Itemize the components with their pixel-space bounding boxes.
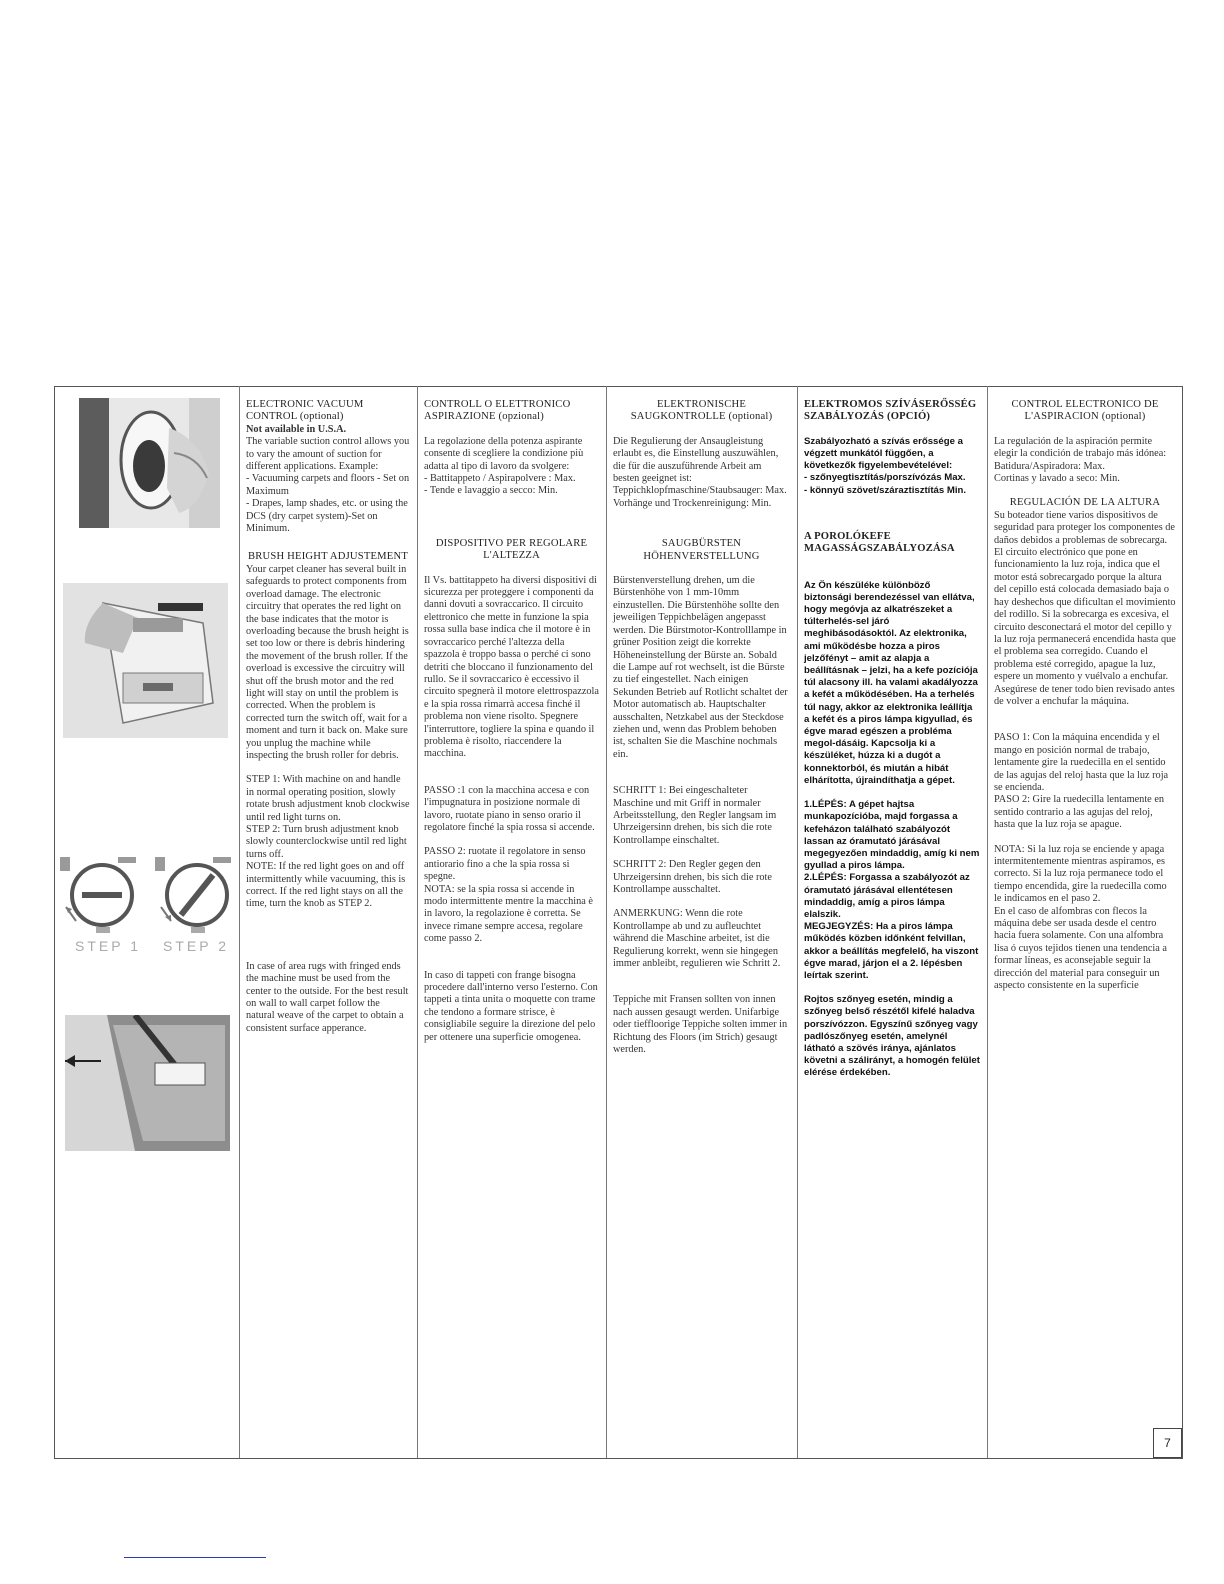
- de-vacuum-item-min: Vorhänge und Trockenreinigung: Min.: [613, 497, 772, 509]
- hungarian-column: [797, 386, 987, 1458]
- en-rugs-text: In case of area rugs with fringed ends the machine must be used from the center to the outside. For the best result on wall to wall carpet follow the natural weave of the carpet to obtain a consistent surface apperance.: [246, 960, 409, 1034]
- it-rugs-text: In caso di tappeti con frange bisogna procedere dall'interno verso l'esterno. Con tappeti a tinta unita o moquette con trame che tendono a formare strisce, è consigliabile seguire la direzione del pelo per ottenere una superficie omogenea.: [424, 969, 598, 1043]
- step-2-dial-icon: [155, 851, 237, 933]
- de-rugs-text: Teppiche mit Fransen sollten von innen nach aussen gesaugt werden. Unifarbige oder tieffloorige Teppiche solten immer in Richtung des Floors (im Strich) gesaugt werden.: [613, 994, 788, 1056]
- hu-vacuum-item-min: - könnyű szövet/száraztisztítás Min.: [804, 484, 967, 496]
- de-vacuum-control-text: Die Regulierung der Ansaugleistung erlaubt es, die Einstellung auszuwählen, die für die auszuführende Arbeit am besten geeignet ist:: [613, 435, 779, 485]
- hu-brush-height-text: Az Ön készüléke különböző biztonsági berendezéssel van ellátva, hogy megóvja az alkatrészeket a túlterhelés-sel járó meghibásodásoktól. Az elektronika, ami működésbe hozza a piros jelzőfényt – amit az alapja a beállításnak – jelzi, ha a kefe pozíciója túl alacsony ill. ha valami akadályozza a kefét a működésében. Ha a terhelés túl nagy, akkor az elektronika leállítja a kefét és a piros lámpa kigyullad, és égve marad egészen a probléma megol-dásáig. Kapcsolja ki a készüléket, húzza ki a dugót a konnektorból, és miután a hibát elhárította, újraindíthatja a gépet.: [804, 579, 978, 786]
- es-vacuum-item-max: Batidura/Aspiradora: Max.: [994, 460, 1105, 472]
- de-step-1: SCHRITT 1: Bei eingeschalteter Maschine und mit Griff in normaler Arbeitsstellung, den Regler langsam im Uhrzeigersinn drehen, bis sich die rote Kontrollampe einschaltet.: [613, 785, 777, 846]
- it-brush-height-text: Il Vs. battitappeto ha diversi dispositivi di sicurezza per proteggere i componenti da danni dovuti a sovraccarico. Il circuito elettronico che mette in funzione la spia rossa sulla base indica che il motore è in sovraccarico perché l'altezza della spazzola è troppo bassa o perché ci sono detriti che bloccano il funzionamento del rullo. Se il sovraccarico è eccessivo il circuito spegnerà il motore elettrospazzola e la spia rossa rimarrà accesa finché il problema non viene risolto. Spegnere l'interruttore, togliere la spina e quando il problema è risolto, riaccendere la macchina.: [424, 574, 599, 760]
- en-not-available-note: Not available in U.S.A.: [246, 423, 347, 435]
- es-heading-brush-height: REGULACIÓN DE LA ALTURA: [1009, 497, 1161, 509]
- es-rugs-text: En el caso de alfombras con flecos la máquina debe ser usada desde el centro hacia fuera solamente. Con una alfombra lisa ó cuyos tejidos tienen una tendencia a formar líneas, es aconsejable seguir la dirección del material para conseguir un aspecto consistente en la superficie: [994, 905, 1167, 992]
- es-heading-vacuum-control: CONTROL ELECTRONICO DE L'ASPIRACION (optional): [1011, 399, 1159, 423]
- it-step-2: PASSO 2: ruotate il regolatore in senso antiorario fino a che la spia rossa si spegne.: [424, 846, 586, 883]
- page-number: 7: [1153, 1428, 1182, 1458]
- fringed-rug-photo: [65, 1015, 230, 1151]
- hu-note: MEGJEGYZÉS: Ha a piros lámpa működés közben időnként felvillan, akkor a beállítás megfelelő, ha viszont égve marad, járjon el a 2. lépésben leírtak szerint.: [804, 921, 979, 981]
- italian-column: [417, 386, 606, 1458]
- en-step-2: STEP 2: Turn brush adjustment knob slowly counterclockwise until red light turns off.: [246, 824, 407, 860]
- es-vacuum-item-min: Cortinas y lavado a seco: Min.: [994, 473, 1120, 485]
- image-column: [55, 387, 239, 1457]
- es-step-2: PASO 2: Gire la ruedecilla lentamente en sentido contrario a las agujas del reloj, hasta que la luz roja se apague.: [994, 794, 1165, 831]
- step-1-label: STEP 1: [75, 938, 141, 954]
- hu-heading-vacuum-control: ELEKTROMOS SZÍVÁSERŐSSÉG SZABÁLYOZÁS (OPCIÓ): [804, 399, 977, 423]
- es-vacuum-control-text: La regulación de la aspiración permite elegir la condición de trabajo más idónea:: [994, 435, 1167, 460]
- it-heading-vacuum-control: CONTROLL O ELETTRONICO ASPIRAZIONE (opzional): [424, 399, 571, 423]
- en-brush-height-text: Your carpet cleaner has several built in safeguards to protect components from overload damage. The electronic circuitry that operates the red light on the base indicates that the motor is overloading because the brush height is set too low or there is debris hindering the movement of the brush roller. If the overload is excessive the circuitry will shut off the brush motor and the red light will stay on until the problem is corrected. When the problem is corrected turn the switch off, wait for a moment and turn it back on. Make sure you unplug the machine while inspecting the brush roller for debris.: [246, 563, 409, 761]
- brush-adjust-photo: [63, 583, 228, 738]
- de-brush-height-text: Bürstenverstellung drehen, um die Bürstenhöhe von 1 mm-10mm einzustellen. Die Bürstenhöhe sollte den jeweiligen Teppichbelägen angepasst werden. Die Bürstmotor-Kontrolllampe in grüner Position zeigt die korrekte Höheneinstellung der Bürste an. Sobald die Lampe auf rot wechselt, ist die Bürste zu tief eingestellet. Nach einigen Sekunden Betrieb auf Rotlicht schaltet der Motor automatisch ab. Hauptschalter ausschalten, Netzkabel aus der Steckdose ziehen und, wenn das Problem behoben ist, schalten Sie die Maschine nochmals ein.: [613, 575, 788, 760]
- hu-heading-brush-height: A POROLÓKEFE MAGASSÁGSZABÁLYOZÁSA: [804, 530, 955, 555]
- hu-vacuum-control-text: Szabályozható a szívás erőssége a végzett munkától függően, a következők figyelembevételével:: [804, 435, 963, 472]
- en-vacuum-item-min: - Drapes, lamp shades, etc. or using the DCS (dry carpet system)-Set on Minimum.: [246, 498, 408, 535]
- it-heading-brush-height: DISPOSITIVO PER REGOLARE L'ALTEZZA: [435, 537, 588, 562]
- de-heading-brush-height: SAUGBÜRSTEN HÖHENVERSTELLUNG: [643, 538, 760, 562]
- hu-step-2: 2.LÉPÉS: Forgassa a szabályozót az óramutató járásával ellentétesen mindaddig, amíg a piros lámpa elalszik.: [804, 872, 970, 920]
- hu-step-1: 1.LÉPÉS: A gépet hajtsa munkapozícióba, majd forgassa a kefeházon található szabályozót lassan az óramutató járásával megegyezően mindaddig, amíg ki nem gyullad a piros lámpa.: [804, 799, 980, 872]
- hu-rugs-text: Rojtos szőnyeg esetén, mindig a szőnyeg belső részétől kifelé haladva porszívózzon. Egyszínű szőnyeg vagy padlószőnyeg esetén, amelynél látható a szövés iránya, ajánlatos követni a szálirányt, a homogén felület elérése érdekében.: [804, 994, 980, 1079]
- spanish-column: [987, 386, 1183, 1458]
- es-step-1: PASO 1: Con la máquina encendida y el mango en posición normal de trabajo, lentamente gire la ruedecilla en el sentido de las agujas del reloj hasta que la luz roja se encienda.: [994, 732, 1169, 793]
- suction-control-photo: [79, 398, 220, 528]
- de-step-2: SCHRITT 2: Den Regler gegen den Uhrzeigersinn drehen, bis sich die rote Kontrollampe ausschaltet.: [613, 859, 772, 895]
- de-vacuum-item-max: Teppichklopfmaschine/Staubsauger: Max.: [613, 485, 787, 497]
- de-note: ANMERKUNG: Wenn die rote Kontrollampe ab und zu aufleuchtet während die Maschine arbeitet, ist die Regulierung korrekt, wenn sie hingegen immer anbleibt, regulieren wie Schritt 2.: [613, 908, 781, 970]
- it-step-1: PASSO :1 con la macchina accesa e con l'impugnatura in posizione normale di lavoro, ruotate piano in senso orario il regolatore finché la spia rossa si accende.: [424, 784, 595, 833]
- de-heading-vacuum-control: ELEKTRONISCHE SAUGKONTROLLE (optional): [630, 399, 773, 423]
- it-vacuum-control-text: La regolazione della potenza aspirante consente di scegliere la condizione più adatta al tipo di lavoro da svolgere:: [424, 435, 584, 472]
- it-vacuum-item-min: - Tende e lavaggio a secco: Min.: [424, 485, 558, 497]
- en-vacuum-item-max: - Vacuuming carpets and floors - Set on Maximum: [246, 473, 410, 497]
- step-1-dial-icon: [60, 851, 142, 933]
- footer-rule: [124, 1557, 266, 1558]
- es-note: NOTA: Si la luz roja se enciende y apaga intermitentemente mientras aspiramos, es correcto. Si la luz roja permanece todo el tiempo encendida, gire la ruedecilla como le indicamos en el paso 2.: [994, 843, 1167, 905]
- it-vacuum-item-max: - Battitappeto / Aspirapolvere : Max.: [424, 473, 576, 485]
- it-note: NOTA: se la spia rossa si accende in modo intermittente mentre la macchina è in lavoro, la regolazione è corretta. Se invece rimane sempre accesa, regolare come passo 2.: [424, 883, 593, 945]
- es-brush-height-text: Su boteador tiene varios dispositivos de seguridad para proteger los componentes de daños debidos a problemas de sobrecarga. El circuito electrónico que pone en funcionamiento la luz roja, indica que el motor está sobrecargado porque la altura del cepillo está colocada demasiado baja o hay deshechos que dificultan el movimiento del rodillo. Si la sobrecarga es excesiva, el circuito desconectará el motor del cepillo y la luz roja permanecerá encendida hasta que el problema sea corregido. Cuando el problema esté corregido, apague la luz, espere un momento y vuélvalo a enchufar. Asegúrese de tener todo bien revisado antes de volver a enchufar la máquina.: [994, 509, 1176, 707]
- hu-vacuum-item-max: - szőnyegtisztítás/porszívózás Max.: [804, 472, 966, 484]
- en-note: NOTE: If the red light goes on and off intermittently while vacuuming, this is correct. If the red light stays on all the time, turn the knob as STEP 2.: [246, 861, 406, 910]
- german-column: [606, 386, 797, 1458]
- english-column: [239, 386, 417, 1458]
- step-2-label: STEP 2: [163, 938, 229, 954]
- en-vacuum-control-text: The variable suction control allows you to vary the amount of suction for different applications. Example:: [246, 436, 410, 473]
- en-heading-vacuum-control: ELECTRONIC VACUUM CONTROL (optional): [246, 399, 364, 423]
- en-step-1: STEP 1: With machine on and handle in normal operating position, slowly rotate brush adjustment knob clockwise until red light turns on.: [246, 774, 410, 823]
- en-heading-brush-height: BRUSH HEIGHT ADJUSTEMENT: [248, 551, 408, 563]
